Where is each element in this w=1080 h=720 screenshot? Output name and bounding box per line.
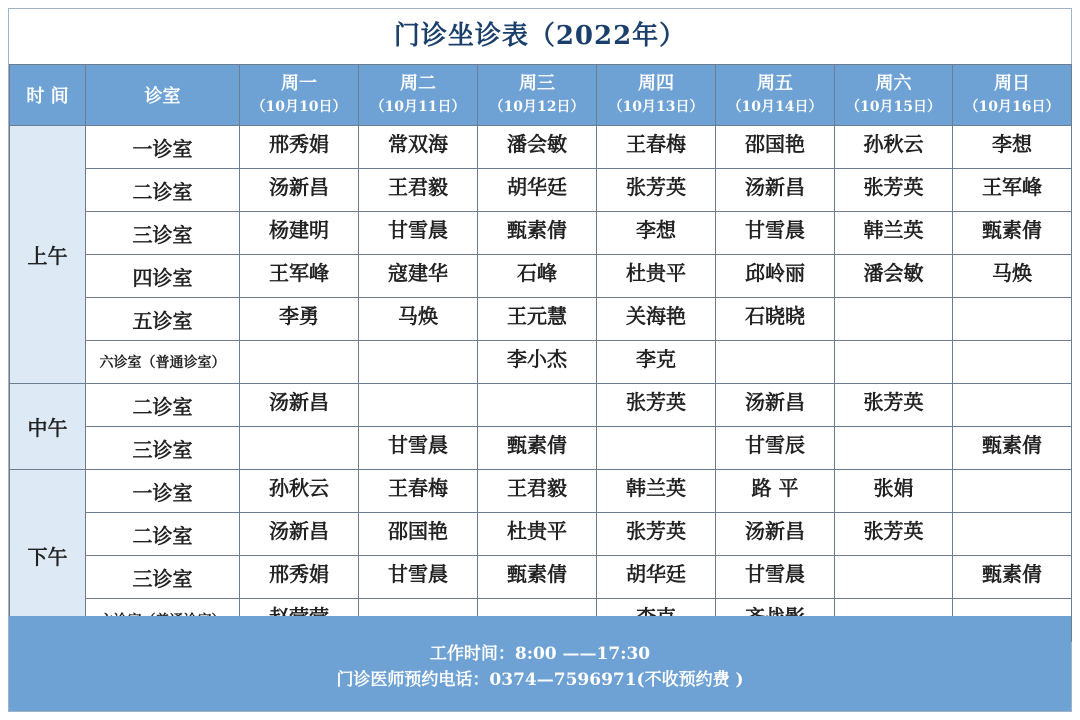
doctor-cell — [835, 298, 953, 341]
period-label: 上午 — [10, 126, 86, 384]
doctor-cell — [953, 470, 1072, 513]
doctor-cell — [240, 341, 359, 384]
doctor-cell: 汤新昌 — [240, 384, 359, 427]
doctor-cell — [359, 341, 478, 384]
doctor-cell: 王春梅 — [597, 126, 716, 169]
doctor-cell: 甄素倩 — [953, 212, 1072, 255]
doctor-cell: 汤新昌 — [716, 169, 835, 212]
doctor-cell: 常双海 — [359, 126, 478, 169]
doctor-cell: 张芳英 — [597, 513, 716, 556]
doctor-cell: 汤新昌 — [240, 513, 359, 556]
doctor-cell: 甘雪晨 — [359, 212, 478, 255]
doctor-cell: 王元慧 — [478, 298, 597, 341]
room-label: 六诊室（普通诊室） — [86, 341, 240, 384]
doctor-cell: 韩兰英 — [597, 470, 716, 513]
doctor-cell — [240, 427, 359, 470]
doctor-cell: 甄素倩 — [953, 556, 1072, 599]
doctor-cell: 胡华廷 — [478, 169, 597, 212]
schedule-row — [10, 384, 1072, 427]
doctor-cell: 张娟 — [835, 470, 953, 513]
doctor-cell: 韩兰英 — [835, 212, 953, 255]
doctor-cell: 邢秀娟 — [240, 126, 359, 169]
doctor-cell: 石晓晓 — [716, 298, 835, 341]
day-date: （10月10日） — [251, 99, 347, 115]
doctor-cell: 潘会敏 — [835, 255, 953, 298]
schedule-body — [10, 126, 1072, 642]
working-hours: 工作时间：8:00 ——17:30 — [429, 644, 651, 664]
doctor-cell: 汤新昌 — [240, 169, 359, 212]
doctor-cell — [597, 427, 716, 470]
doctor-cell: 李小杰 — [478, 341, 597, 384]
room-label: 五诊室 — [86, 298, 240, 341]
doctor-cell: 杨建明 — [240, 212, 359, 255]
doctor-cell: 杜贵平 — [478, 513, 597, 556]
schedule-table — [9, 64, 1072, 642]
doctor-cell — [835, 556, 953, 599]
doctor-cell: 李克 — [597, 341, 716, 384]
period-label: 中午 — [10, 384, 86, 470]
doctor-cell: 甘雪晨 — [359, 556, 478, 599]
doctor-cell: 杜贵平 — [597, 255, 716, 298]
doctor-cell: 邱岭丽 — [716, 255, 835, 298]
day-of-week: 周五 — [757, 73, 793, 94]
schedule-row — [10, 298, 1072, 341]
doctor-cell: 马焕 — [359, 298, 478, 341]
day-of-week: 周六 — [875, 73, 912, 94]
schedule-row — [10, 427, 1072, 470]
day-of-week: 周四 — [638, 73, 674, 94]
appointment-phone: 门诊医师预约电话：0374—7596971(不收预约费 ) — [336, 670, 744, 690]
doctor-cell: 孙秋云 — [835, 126, 953, 169]
doctor-cell: 甄素倩 — [953, 427, 1072, 470]
room-label: 二诊室 — [86, 384, 240, 427]
day-of-week: 周二 — [400, 73, 436, 94]
doctor-cell: 汤新昌 — [716, 384, 835, 427]
room-label: 三诊室 — [86, 427, 240, 470]
header-day — [478, 65, 597, 126]
header-day — [716, 65, 835, 126]
doctor-cell: 王君毅 — [478, 470, 597, 513]
doctor-cell: 孙秋云 — [240, 470, 359, 513]
day-date: （10月12日） — [489, 99, 585, 115]
schedule-row — [10, 556, 1072, 599]
doctor-cell: 甘雪辰 — [716, 427, 835, 470]
day-date: （10月16日） — [964, 99, 1060, 115]
doctor-cell: 甘雪晨 — [716, 212, 835, 255]
day-of-week: 周一 — [281, 73, 317, 94]
room-label: 四诊室 — [86, 255, 240, 298]
room-label: 三诊室 — [86, 212, 240, 255]
header-day — [953, 65, 1072, 126]
doctor-cell — [953, 341, 1072, 384]
doctor-cell: 关海艳 — [597, 298, 716, 341]
day-of-week: 周日 — [994, 73, 1030, 94]
schedule-row — [10, 169, 1072, 212]
doctor-cell — [953, 384, 1072, 427]
room-label: 二诊室 — [86, 169, 240, 212]
doctor-cell: 王春梅 — [359, 470, 478, 513]
doctor-cell: 甘雪晨 — [359, 427, 478, 470]
day-date: （10月15日） — [846, 99, 941, 115]
doctor-cell: 李想 — [953, 126, 1072, 169]
doctor-cell: 甄素倩 — [478, 212, 597, 255]
doctor-cell — [359, 384, 478, 427]
doctor-cell: 甄素倩 — [478, 556, 597, 599]
doctor-cell: 石峰 — [478, 255, 597, 298]
doctor-cell: 邵国艳 — [716, 126, 835, 169]
schedule-row — [10, 513, 1072, 556]
doctor-cell: 王军峰 — [240, 255, 359, 298]
doctor-cell: 甘雪晨 — [716, 556, 835, 599]
doctor-cell: 李想 — [597, 212, 716, 255]
doctor-cell: 邵国艳 — [359, 513, 478, 556]
room-label: 一诊室 — [86, 126, 240, 169]
day-date: （10月11日） — [370, 99, 466, 115]
room-label: 二诊室 — [86, 513, 240, 556]
day-date: （10月13日） — [608, 99, 704, 115]
page-title: 门诊坐诊表（2022年） — [393, 21, 687, 51]
period-label: 下午 — [10, 470, 86, 642]
schedule-row — [10, 470, 1072, 513]
room-label: 一诊室 — [86, 470, 240, 513]
room-label: 三诊室 — [86, 556, 240, 599]
doctor-cell: 邢秀娟 — [240, 556, 359, 599]
doctor-cell: 张芳英 — [597, 384, 716, 427]
doctor-cell — [835, 427, 953, 470]
schedule-row — [10, 341, 1072, 384]
doctor-cell: 王军峰 — [953, 169, 1072, 212]
header-day — [835, 65, 953, 126]
day-date: （10月14日） — [727, 99, 823, 115]
doctor-cell: 汤新昌 — [716, 513, 835, 556]
header-day — [240, 65, 359, 126]
schedule-row — [10, 126, 1072, 169]
doctor-cell: 胡华廷 — [597, 556, 716, 599]
header-room: 诊室 — [86, 65, 240, 126]
header-day — [359, 65, 478, 126]
doctor-cell: 张芳英 — [835, 513, 953, 556]
doctor-cell: 张芳英 — [835, 384, 953, 427]
doctor-cell: 甄素倩 — [478, 427, 597, 470]
schedule-row — [10, 212, 1072, 255]
footer-banner — [9, 616, 1071, 711]
doctor-cell — [835, 341, 953, 384]
doctor-cell: 潘会敏 — [478, 126, 597, 169]
header-row — [10, 65, 1072, 126]
doctor-cell: 张芳英 — [835, 169, 953, 212]
doctor-cell — [953, 513, 1072, 556]
day-of-week: 周三 — [519, 73, 555, 94]
doctor-cell: 李勇 — [240, 298, 359, 341]
doctor-cell — [716, 341, 835, 384]
doctor-cell: 路 平 — [716, 470, 835, 513]
header-time: 时 间 — [10, 65, 86, 126]
doctor-cell: 王君毅 — [359, 169, 478, 212]
doctor-cell — [478, 384, 597, 427]
schedule-sheet — [8, 8, 1072, 712]
doctor-cell: 马焕 — [953, 255, 1072, 298]
doctor-cell: 张芳英 — [597, 169, 716, 212]
doctor-cell: 寇建华 — [359, 255, 478, 298]
header-day — [597, 65, 716, 126]
doctor-cell — [953, 298, 1072, 341]
schedule-row — [10, 255, 1072, 298]
